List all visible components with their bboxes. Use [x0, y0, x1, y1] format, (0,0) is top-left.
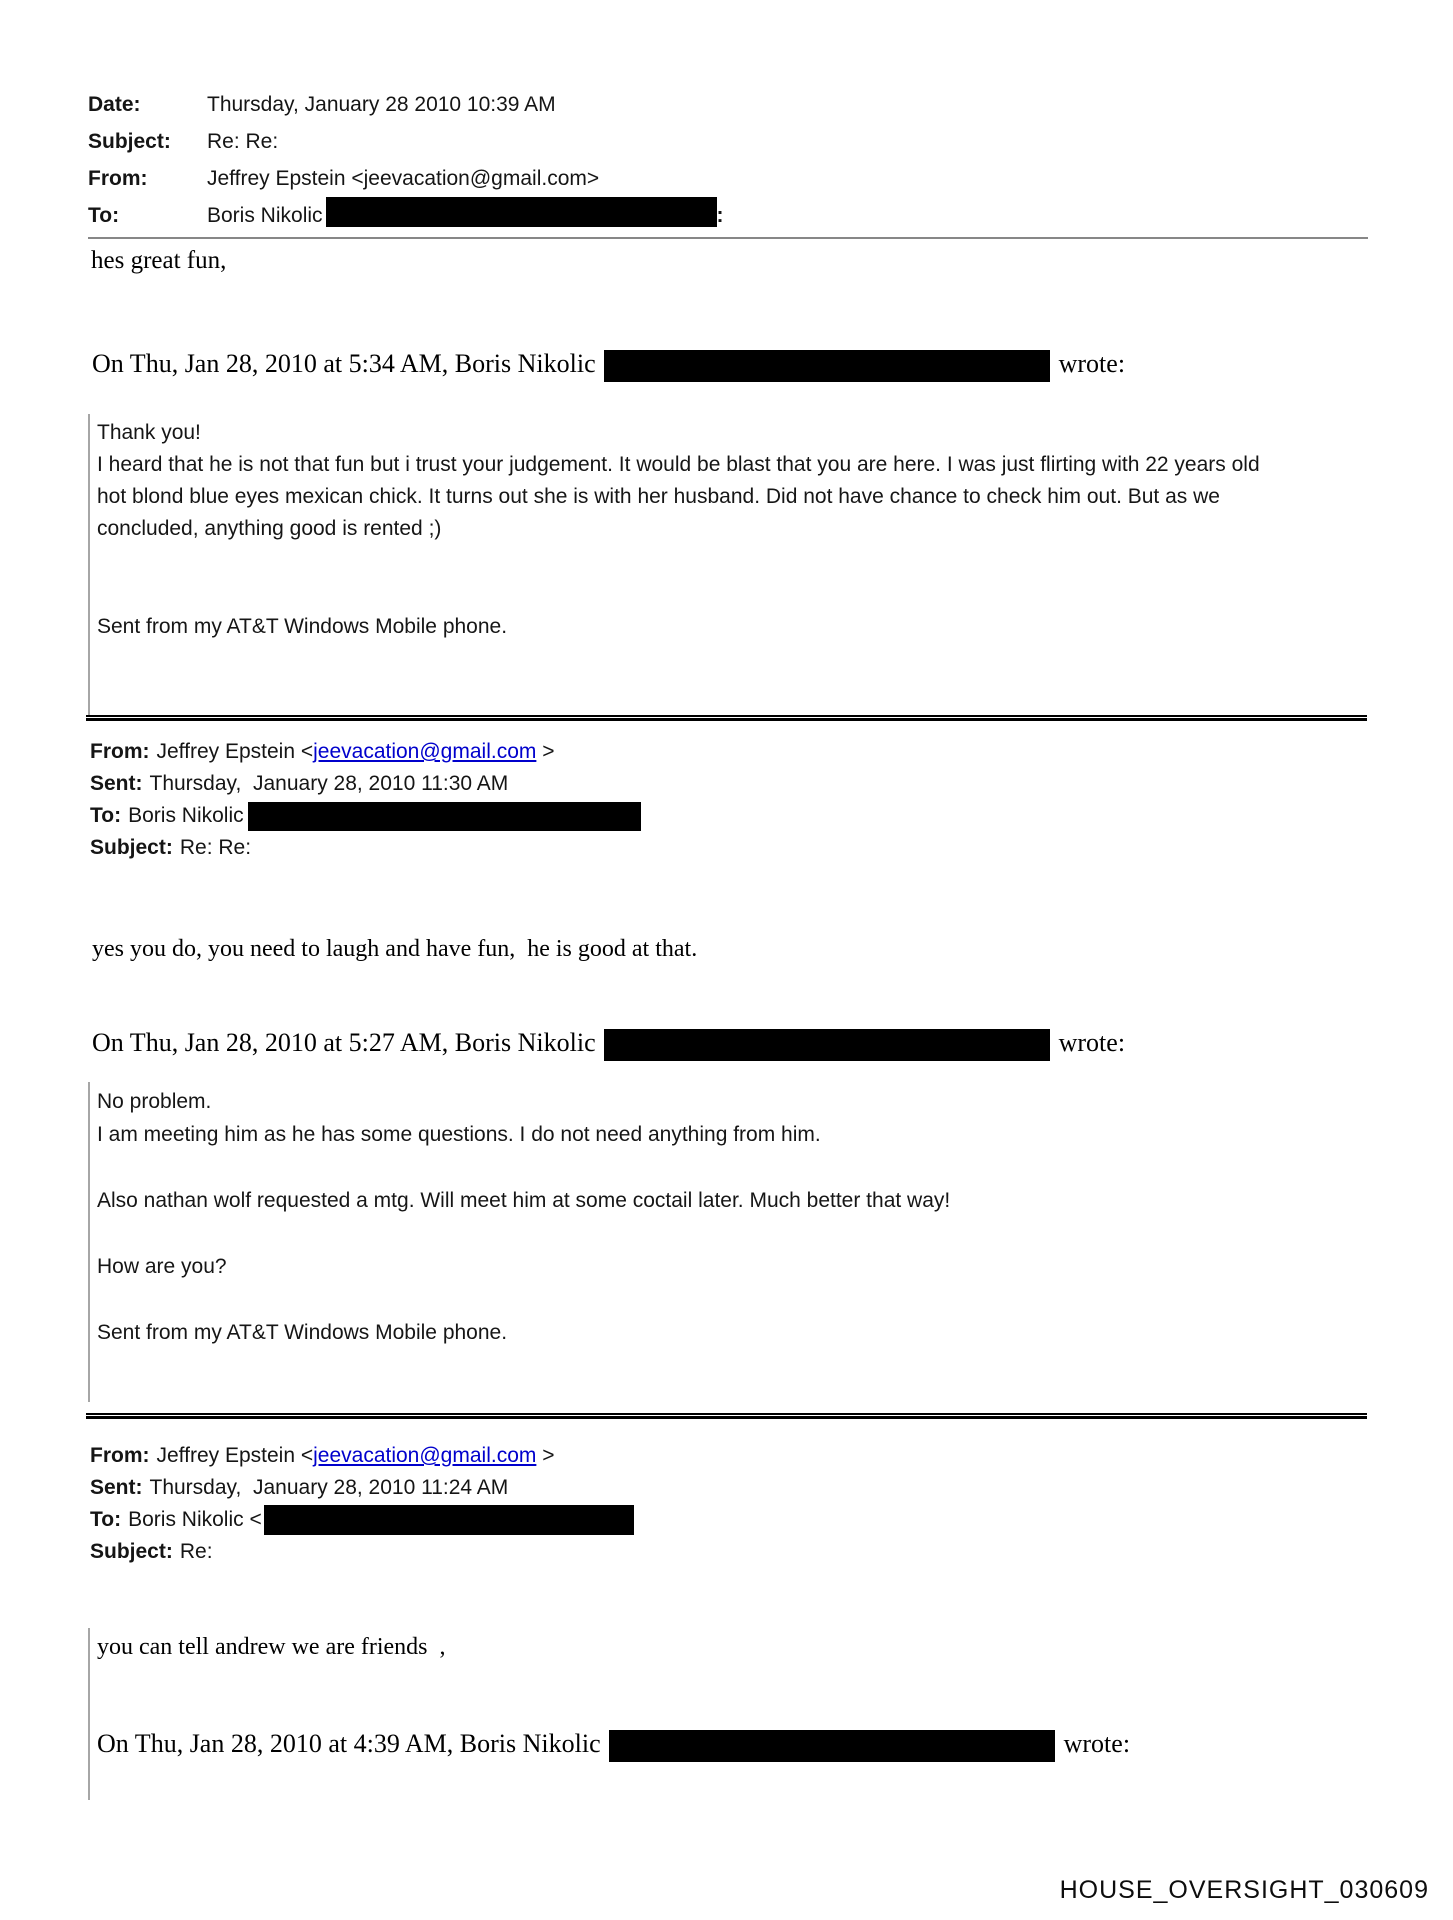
from-label: From: — [88, 167, 148, 190]
redaction-box — [609, 1730, 1055, 1762]
subject-value: Re: — [179, 1540, 213, 1563]
mobile-signature: Sent from my AT&T Windows Mobile phone. — [97, 615, 508, 638]
blank-line — [97, 1151, 1448, 1184]
to-after-redaction: : — [716, 204, 724, 227]
sent-label: Sent: — [90, 1476, 143, 1499]
quote-attribution-534am — [92, 347, 1125, 382]
from-close: > — [536, 740, 555, 763]
quote-line: No problem. — [97, 1090, 212, 1113]
header-row-sent — [90, 1472, 634, 1504]
thread-divider — [86, 1413, 1367, 1419]
subject-label: Subject: — [90, 836, 173, 859]
divider-bar — [86, 1413, 1367, 1415]
email-link[interactable]: jeevacation@gmail.com — [313, 1444, 537, 1467]
attribution-text: On Thu, Jan 28, 2010 at 5:34 AM, Boris Nikolic — [92, 349, 596, 378]
blank-space — [97, 545, 1448, 611]
quote-line: I heard that he is not that fun but i trust your judgement. It would be blast that you are here. I was just flirting with 22 years old — [97, 453, 1260, 476]
email3-header — [90, 1440, 634, 1568]
attribution-text: On Thu, Jan 28, 2010 at 4:39 AM, Boris Nikolic — [97, 1729, 601, 1758]
header-row-subject — [90, 832, 641, 864]
header-row-from — [90, 736, 641, 768]
subject-value: Re: Re: — [179, 836, 252, 859]
to-value: Boris Nikolic — [207, 204, 323, 227]
sent-value: Thursday, January 28, 2010 11:24 AM — [149, 1476, 509, 1499]
document-id-footer: HOUSE_OVERSIGHT_030609 — [1059, 1876, 1429, 1904]
quote-line: I am meeting him as he has some questions. I do not need anything from him. — [97, 1123, 821, 1146]
date-label: Date: — [88, 93, 141, 116]
attribution-wrote: wrote: — [1058, 1028, 1126, 1057]
quoted-message-1124am — [88, 1628, 1448, 1800]
divider-bar — [86, 1416, 1367, 1419]
sent-label: Sent: — [90, 772, 143, 795]
blank-line — [97, 1283, 1448, 1316]
header-row-subject — [90, 1536, 634, 1568]
from-label: From: — [90, 740, 150, 763]
mobile-signature: Sent from my AT&T Windows Mobile phone. — [97, 1321, 508, 1344]
from-close: > — [536, 1444, 555, 1467]
thread-divider — [86, 715, 1367, 721]
to-label: To: — [88, 204, 120, 227]
quoted-message-534am — [88, 414, 1448, 715]
to-label: To: — [90, 804, 122, 827]
blank-line — [97, 1217, 1448, 1250]
redaction-box — [326, 197, 717, 227]
quote-attribution-439am — [97, 1727, 1448, 1762]
quote-line: hot blond blue eyes mexican chick. It turns out she is with her husband. Did not have chance to check him out. But as we — [97, 485, 1220, 508]
subject-label: Subject: — [88, 130, 171, 153]
redaction-box — [604, 350, 1050, 382]
quote-line: Thank you! — [97, 421, 201, 444]
header-row-from — [88, 160, 724, 197]
email1-header — [88, 86, 724, 234]
header-row-from — [90, 1440, 634, 1472]
quote-line: How are you? — [97, 1255, 227, 1278]
header-row-to — [90, 800, 641, 832]
header-divider-line — [88, 237, 1368, 239]
email2-body-text: yes you do, you need to laugh and have fun, he is good at that. — [92, 936, 698, 962]
subject-value: Re: Re: — [207, 130, 279, 153]
attribution-wrote: wrote: — [1058, 349, 1126, 378]
from-label: From: — [90, 1444, 150, 1467]
email3-body-text: you can tell andrew we are friends , — [97, 1634, 446, 1660]
from-name: Jeffrey Epstein < — [156, 740, 314, 763]
from-name: Jeffrey Epstein < — [156, 1444, 314, 1467]
redaction-box — [248, 802, 641, 831]
sent-value: Thursday, January 28, 2010 11:30 AM — [149, 772, 509, 795]
date-value: Thursday, January 28 2010 10:39 AM — [207, 93, 556, 116]
email1-body-text: hes great fun, — [91, 247, 227, 274]
header-row-to — [88, 197, 724, 234]
header-row-to — [90, 1504, 634, 1536]
divider-bar — [86, 718, 1367, 721]
email2-header — [90, 736, 641, 864]
header-row-date — [88, 86, 724, 123]
redaction-box — [604, 1029, 1050, 1061]
attribution-text: On Thu, Jan 28, 2010 at 5:27 AM, Boris Nikolic — [92, 1028, 596, 1057]
email-link[interactable]: jeevacation@gmail.com — [313, 740, 537, 763]
to-value: Boris Nikolic — [128, 804, 244, 827]
attribution-wrote: wrote: — [1063, 1729, 1131, 1758]
divider-bar — [86, 715, 1367, 717]
quoted-message-527am — [88, 1082, 1448, 1402]
redaction-box — [264, 1505, 634, 1535]
quote-attribution-527am — [92, 1026, 1125, 1061]
from-value: Jeffrey Epstein <jeevacation@gmail.com> — [207, 167, 600, 190]
quote-line: concluded, anything good is rented ;) — [97, 517, 442, 540]
to-label: To: — [90, 1508, 122, 1531]
header-row-subject — [88, 123, 724, 160]
subject-label: Subject: — [90, 1540, 173, 1563]
header-row-sent — [90, 768, 641, 800]
to-value: Boris Nikolic < — [128, 1508, 262, 1531]
quote-line: Also nathan wolf requested a mtg. Will meet him at some coctail later. Much better that way! — [97, 1189, 951, 1212]
